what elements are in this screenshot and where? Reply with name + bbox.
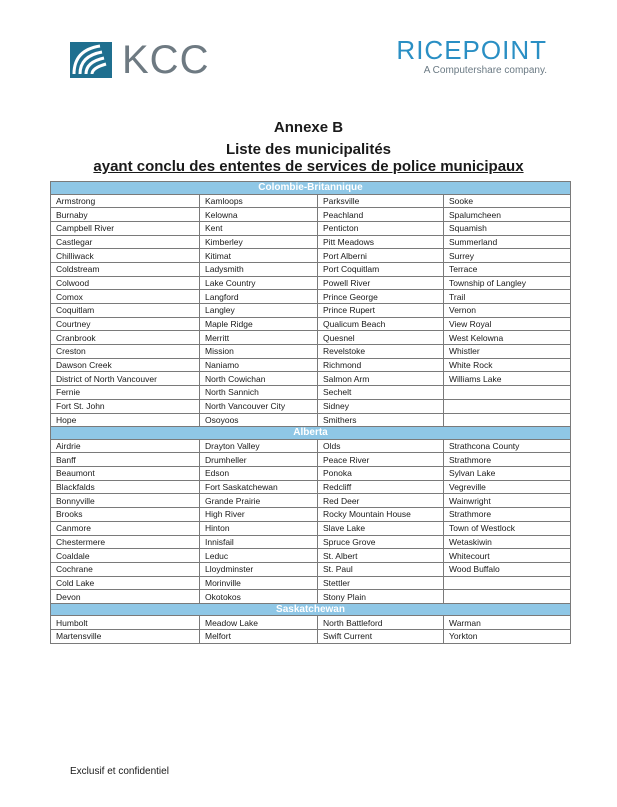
table-row <box>51 576 571 590</box>
municipality-cell: Dawson Creek <box>51 358 200 372</box>
municipality-cell: Olds <box>318 439 444 453</box>
municipality-cell: Fernie <box>51 386 200 400</box>
municipality-cell: Wood Buffalo <box>444 562 571 576</box>
ricepoint-logo <box>396 36 547 76</box>
municipality-cell: Airdrie <box>51 439 200 453</box>
municipality-cell: Naniamo <box>200 358 318 372</box>
table-row <box>51 590 571 604</box>
municipality-cell: Cochrane <box>51 562 200 576</box>
municipality-cell: Colwood <box>51 276 200 290</box>
municipality-cell: Hinton <box>200 521 318 535</box>
municipality-cell: Kitimat <box>200 249 318 263</box>
municipality-cell: Vernon <box>444 304 571 318</box>
footer-confidential: Exclusif et confidentiel <box>70 766 169 777</box>
municipality-cell: Sylvan Lake <box>444 467 571 481</box>
municipality-cell: Smithers <box>318 413 444 427</box>
table-row <box>51 249 571 263</box>
municipality-cell: View Royal <box>444 317 571 331</box>
municipality-cell: Fort St. John <box>51 399 200 413</box>
municipality-cell: Surrey <box>444 249 571 263</box>
municipality-cell: Coaldale <box>51 549 200 563</box>
table-row <box>51 413 571 427</box>
municipality-cell: Blackfalds <box>51 480 200 494</box>
municipality-cell: St. Albert <box>318 549 444 563</box>
table-row <box>51 616 571 630</box>
municipality-cell: Powell River <box>318 276 444 290</box>
municipality-cell: Spalumcheen <box>444 208 571 222</box>
municipalities-table <box>50 181 571 644</box>
municipality-cell: Williams Lake <box>444 372 571 386</box>
table-row <box>51 235 571 249</box>
municipality-cell: Creston <box>51 345 200 359</box>
table-row <box>51 317 571 331</box>
municipality-cell: Melfort <box>200 630 318 644</box>
list-title: Liste des municipalités <box>225 141 392 158</box>
table-row <box>51 208 571 222</box>
table-row <box>51 453 571 467</box>
ricepoint-name: RICEPOINT <box>396 35 547 65</box>
table-row <box>51 549 571 563</box>
municipality-cell: North Cowichan <box>200 372 318 386</box>
municipality-cell: Whitecourt <box>444 549 571 563</box>
municipality-cell: Trail <box>444 290 571 304</box>
municipality-cell: Peachland <box>318 208 444 222</box>
kcc-logo <box>70 40 209 80</box>
municipality-cell: Campbell River <box>51 221 200 235</box>
table-row <box>51 562 571 576</box>
municipality-cell: Stony Plain <box>318 590 444 604</box>
municipality-cell <box>444 576 571 590</box>
table-row <box>51 521 571 535</box>
municipality-cell: Slave Lake <box>318 521 444 535</box>
municipality-cell: North Battleford <box>318 616 444 630</box>
municipality-cell: North Sannich <box>200 386 318 400</box>
municipality-cell: Richmond <box>318 358 444 372</box>
annexe-heading: Annexe B <box>273 119 344 136</box>
municipality-cell: Kimberley <box>200 235 318 249</box>
municipality-cell: Red Deer <box>318 494 444 508</box>
municipality-cell: Township of Langley <box>444 276 571 290</box>
municipality-cell: Wetaskiwin <box>444 535 571 549</box>
municipality-cell: Armstrong <box>51 194 200 208</box>
table-row <box>51 535 571 549</box>
municipality-cell: St. Paul <box>318 562 444 576</box>
municipality-cell: Burnaby <box>51 208 200 222</box>
municipality-cell: Langford <box>200 290 318 304</box>
municipality-cell: Grande Prairie <box>200 494 318 508</box>
municipality-cell: West Kelowna <box>444 331 571 345</box>
table-row <box>51 331 571 345</box>
table-row <box>51 386 571 400</box>
municipality-cell: Summerland <box>444 235 571 249</box>
table-row <box>51 276 571 290</box>
municipality-cell: Kelowna <box>200 208 318 222</box>
table-row <box>51 399 571 413</box>
municipality-cell: Strathmore <box>444 508 571 522</box>
municipality-cell: Drayton Valley <box>200 439 318 453</box>
municipality-cell: Merritt <box>200 331 318 345</box>
municipality-cell: Drumheller <box>200 453 318 467</box>
municipality-cell: Cranbrook <box>51 331 200 345</box>
table-row <box>51 194 571 208</box>
municipality-cell: Comox <box>51 290 200 304</box>
province-header-row <box>51 427 571 440</box>
municipality-cell: Morinville <box>200 576 318 590</box>
municipality-cell: Port Coquitlam <box>318 262 444 276</box>
municipality-cell: Town of Westlock <box>444 521 571 535</box>
municipality-cell: Salmon Arm <box>318 372 444 386</box>
municipality-cell: Qualicum Beach <box>318 317 444 331</box>
municipality-cell <box>444 413 571 427</box>
municipality-cell: Lloydminster <box>200 562 318 576</box>
municipality-cell: Penticton <box>318 221 444 235</box>
municipality-cell: High River <box>200 508 318 522</box>
document-titles <box>0 119 617 175</box>
municipality-cell: Chilliwack <box>51 249 200 263</box>
kcc-wave-icon <box>70 40 114 80</box>
municipality-cell: Pitt Meadows <box>318 235 444 249</box>
table-row <box>51 304 571 318</box>
province-header: Saskatchewan <box>51 603 571 616</box>
list-subtitle: ayant conclu des ententes de services de police municipaux <box>93 158 524 175</box>
municipality-cell: District of North Vancouver <box>51 372 200 386</box>
table-row <box>51 508 571 522</box>
municipality-cell: Whistler <box>444 345 571 359</box>
province-header-row <box>51 603 571 616</box>
municipality-cell: Langley <box>200 304 318 318</box>
municipality-cell: Coldstream <box>51 262 200 276</box>
municipality-cell: Coquitlam <box>51 304 200 318</box>
municipality-cell: Cold Lake <box>51 576 200 590</box>
municipality-cell: Maple Ridge <box>200 317 318 331</box>
municipality-cell: Terrace <box>444 262 571 276</box>
municipality-cell: Swift Current <box>318 630 444 644</box>
municipality-cell: Courtney <box>51 317 200 331</box>
municipality-cell: Warman <box>444 616 571 630</box>
municipality-cell <box>444 386 571 400</box>
municipality-cell: Castlegar <box>51 235 200 249</box>
municipality-cell: Spruce Grove <box>318 535 444 549</box>
municipality-cell: Fort Saskatchewan <box>200 480 318 494</box>
province-header: Colombie-Britannique <box>51 182 571 195</box>
municipality-cell: Port Alberni <box>318 249 444 263</box>
table-row <box>51 467 571 481</box>
municipality-cell: Squamish <box>444 221 571 235</box>
table-row <box>51 262 571 276</box>
municipality-cell: Beaumont <box>51 467 200 481</box>
municipality-cell: Bonnyville <box>51 494 200 508</box>
table-row <box>51 221 571 235</box>
province-header-row <box>51 182 571 195</box>
municipality-cell: Sidney <box>318 399 444 413</box>
municipality-cell: Chestermere <box>51 535 200 549</box>
municipality-cell: Rocky Mountain House <box>318 508 444 522</box>
table-row <box>51 372 571 386</box>
municipality-cell: Stettler <box>318 576 444 590</box>
municipality-cell: Ladysmith <box>200 262 318 276</box>
municipality-cell: Banff <box>51 453 200 467</box>
municipality-cell: Osoyoos <box>200 413 318 427</box>
municipality-cell: Canmore <box>51 521 200 535</box>
municipality-cell: White Rock <box>444 358 571 372</box>
table-row <box>51 358 571 372</box>
municipality-cell: Leduc <box>200 549 318 563</box>
municipality-cell: Vegreville <box>444 480 571 494</box>
kcc-logo-text: KCC <box>122 38 210 82</box>
municipality-cell: Sooke <box>444 194 571 208</box>
municipality-cell: Wainwright <box>444 494 571 508</box>
municipality-cell: Mission <box>200 345 318 359</box>
municipality-cell: Prince George <box>318 290 444 304</box>
municipality-cell: Prince Rupert <box>318 304 444 318</box>
municipality-cell: Ponoka <box>318 467 444 481</box>
municipality-cell <box>444 590 571 604</box>
municipality-cell: Meadow Lake <box>200 616 318 630</box>
municipality-cell: Quesnel <box>318 331 444 345</box>
table-row <box>51 439 571 453</box>
municipality-cell: Hope <box>51 413 200 427</box>
municipality-cell: Devon <box>51 590 200 604</box>
municipality-cell: Edson <box>200 467 318 481</box>
province-header: Alberta <box>51 427 571 440</box>
municipality-cell: Kent <box>200 221 318 235</box>
municipality-cell: Peace River <box>318 453 444 467</box>
table-row <box>51 345 571 359</box>
table-row <box>51 630 571 644</box>
municipality-cell: Yorkton <box>444 630 571 644</box>
ricepoint-tagline: A Computershare company. <box>423 65 547 76</box>
municipality-cell: Brooks <box>51 508 200 522</box>
municipality-cell: North Vancouver City <box>200 399 318 413</box>
municipality-cell: Kamloops <box>200 194 318 208</box>
municipality-cell: Okotokos <box>200 590 318 604</box>
municipality-cell: Parksville <box>318 194 444 208</box>
municipality-cell: Martensville <box>51 630 200 644</box>
table-row <box>51 290 571 304</box>
municipality-cell <box>444 399 571 413</box>
municipality-cell: Strathmore <box>444 453 571 467</box>
municipality-cell: Strathcona County <box>444 439 571 453</box>
municipality-cell: Humbolt <box>51 616 200 630</box>
municipality-cell: Lake Country <box>200 276 318 290</box>
municipality-cell: Redcliff <box>318 480 444 494</box>
municipality-cell: Sechelt <box>318 386 444 400</box>
municipality-cell: Revelstoke <box>318 345 444 359</box>
municipality-cell: Innisfail <box>200 535 318 549</box>
table-row <box>51 494 571 508</box>
table-row <box>51 480 571 494</box>
